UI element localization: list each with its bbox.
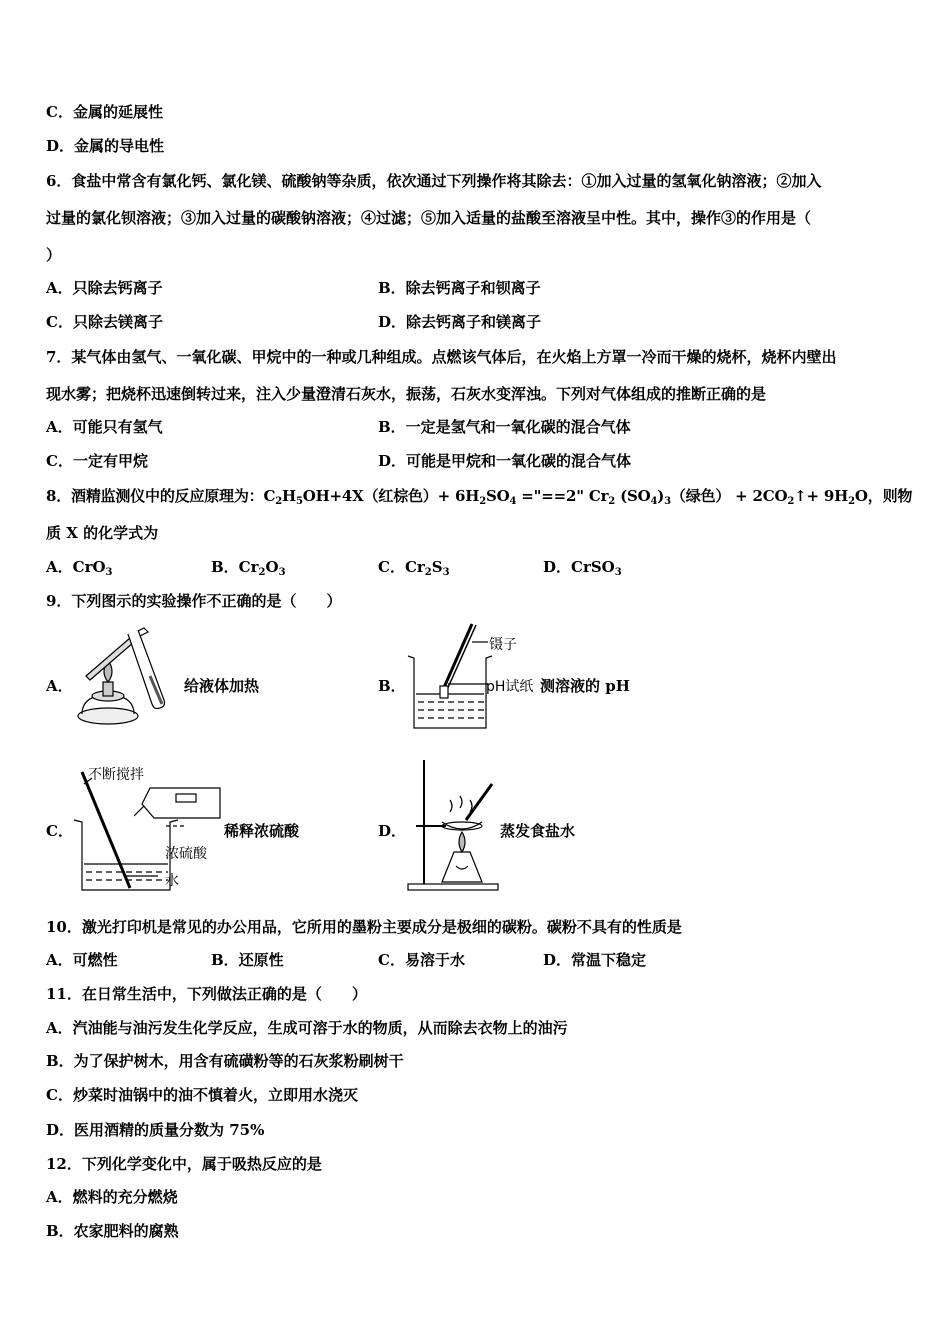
q7-option-c: C．一定有甲烷 xyxy=(46,452,148,470)
q5-option-d: D．金属的导电性 xyxy=(46,137,165,155)
q11-option-d: D．医用酒精的质量分数为 75% xyxy=(46,1121,265,1139)
q9-option-c-stir-label: 不断搅拌 xyxy=(88,767,144,783)
q9-option-b-text: 测溶液的 pH xyxy=(540,677,630,695)
q10-option-a: A．可燃性 xyxy=(46,951,118,969)
q11-option-c: C．炒菜时油锅中的油不慎着火，立即用水浇灭 xyxy=(46,1086,358,1104)
test-tube-heating-figure xyxy=(72,626,182,732)
q6-stem-line1: 6．食盐中常含有氯化钙、氯化镁、硫酸钠等杂质，依次通过下列操作将其除去：①加入过量的氢氧化钠溶液；②加入 xyxy=(46,172,822,190)
q6-option-d: D．除去钙离子和镁离子 xyxy=(378,313,542,331)
q6-stem-line2: 过量的氯化钡溶液；③加入过量的碳酸钠溶液；④过滤；⑤加入适量的盐酸至溶液呈中性。其中，操作③的作用是（ xyxy=(46,209,812,227)
q10-option-c: C．易溶于水 xyxy=(378,951,465,969)
q10-stem: 10．激光打印机是常见的办公用品，它所用的墨粉主要成分是极细的碳粉。碳粉不具有的性质是 xyxy=(46,918,682,936)
q6-option-b: B．除去钙离子和钡离子 xyxy=(378,279,541,297)
q8-option-c: C．$Cr_2S_3$ xyxy=(378,558,450,578)
q9-option-d-text: 蒸发食盐水 xyxy=(500,822,576,840)
q9-option-a-label: A． xyxy=(46,677,73,695)
q7-option-b: B．一定是氢气和一氧化碳的混合气体 xyxy=(378,418,631,436)
q9-option-b-label: B． xyxy=(378,677,406,695)
q9-option-c-water-label: 水 xyxy=(165,873,179,889)
q11-stem: 11．在日常生活中，下列做法正确的是（ ） xyxy=(46,985,367,1003)
q9-option-b-paper-label: pH试纸 xyxy=(486,679,534,695)
q11-option-b: B．为了保护树木，用含有硫磺粉等的石灰浆粉刷树干 xyxy=(46,1052,404,1070)
q8-option-b: B．$Cr_2O_3$ xyxy=(211,558,286,578)
q7-option-a: A．可能只有氢气 xyxy=(46,418,163,436)
q6-option-a: A．只除去钙离子 xyxy=(46,279,163,297)
q6-stem-line3: ） xyxy=(46,246,62,264)
q9-stem: 9．下列图示的实验操作不正确的是（ ） xyxy=(46,592,342,610)
q7-option-d: D．可能是甲烷和一氧化碳的混合气体 xyxy=(378,452,632,470)
q12-option-a: A．燃料的充分燃烧 xyxy=(46,1188,178,1206)
q9-option-c-text: 稀释浓硫酸 xyxy=(224,822,300,840)
q9-option-a-text: 给液体加热 xyxy=(184,677,260,695)
q12-stem: 12．下列化学变化中，属于吸热反应的是 xyxy=(46,1155,322,1173)
q8-stem-line2: 质 X 的化学式为 xyxy=(46,524,159,542)
q8-stem-line1: 8．酒精监测仪中的反应原理为：$C_2H_5OH+4X$（红棕色）+ $6H_2SO_4$ ="==2" $Cr_2$ $(SO_4)_3$（绿色） + $2CO_2↑+ 9H_2O$，则物 xyxy=(46,487,913,507)
q10-option-b: B．还原性 xyxy=(211,951,284,969)
q6-option-c: C．只除去镁离子 xyxy=(46,313,163,331)
q9-option-b-tweezer-label: 镊子 xyxy=(489,637,517,653)
q10-option-d: D．常温下稳定 xyxy=(543,951,647,969)
q8-option-a: A．CrO$_3$ xyxy=(46,558,113,578)
q7-stem-line2: 现水雾；把烧杯迅速倒转过来，注入少量澄清石灰水，振荡，石灰水变浑浊。下列对气体组成的推断正确的是 xyxy=(46,385,767,403)
evaporation-figure xyxy=(402,756,502,894)
q8-option-d: D．CrSO$_3$ xyxy=(543,558,622,578)
q11-option-a: A．汽油能与油污发生化学反应，生成可溶于水的物质，从而除去衣物上的油污 xyxy=(46,1019,568,1037)
q9-option-d-label: D． xyxy=(378,822,407,840)
q5-option-c: C．金属的延展性 xyxy=(46,103,163,121)
q12-option-b: B．农家肥料的腐熟 xyxy=(46,1222,179,1240)
q9-option-c-label: C． xyxy=(46,822,73,840)
q7-stem-line1: 7．某气体由氢气、一氧化碳、甲烷中的一种或几种组成。点燃该气体后，在火焰上方罩一冷而干燥的烧杯，烧杯内壁出 xyxy=(46,348,837,366)
q9-option-c-acid-label: 浓硫酸 xyxy=(165,846,207,862)
